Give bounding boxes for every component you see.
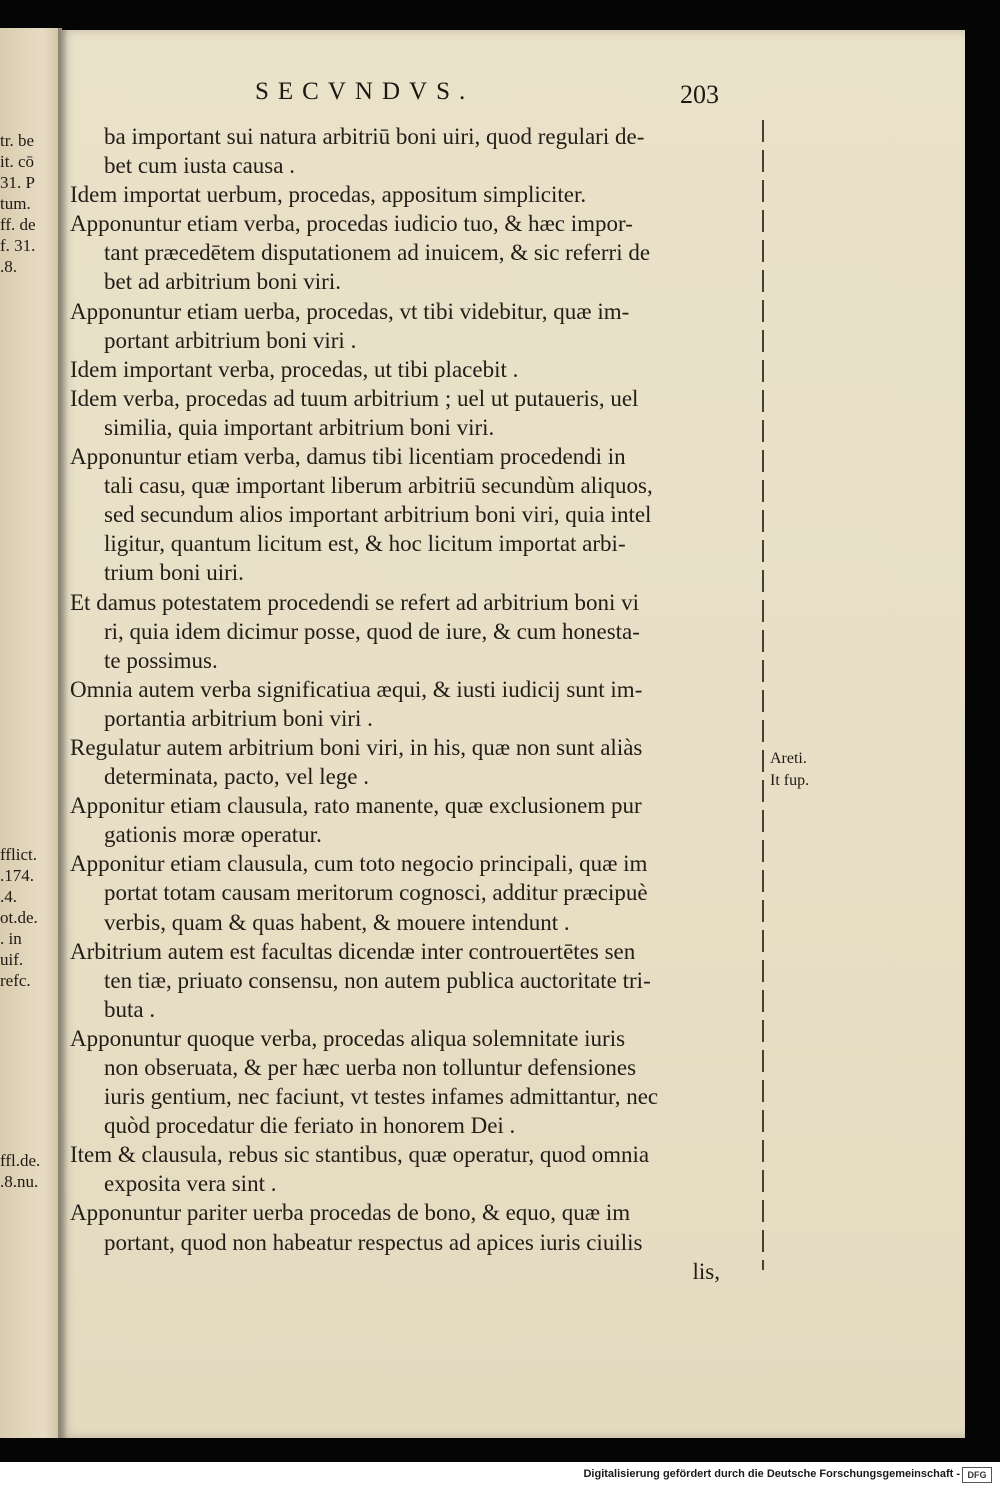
text-line: buta . bbox=[104, 996, 156, 1022]
margin-note bbox=[0, 781, 58, 802]
margin-note bbox=[0, 760, 58, 781]
text-line: portant arbitrium boni viri . bbox=[104, 327, 357, 353]
text-line: Apponuntur etiam verba, damus tibi licentiam procedendi in bbox=[70, 444, 626, 470]
margin-note: .174. bbox=[0, 866, 34, 885]
margin-note bbox=[0, 571, 58, 592]
margin-note: tr. be bbox=[0, 131, 34, 150]
margin-note bbox=[0, 508, 58, 529]
margin-note: 31. P bbox=[0, 173, 35, 192]
text-line: sed secundum alios important arbitrium boni viri, quia intel bbox=[104, 502, 652, 528]
margin-note bbox=[0, 403, 58, 424]
margin-note bbox=[0, 445, 58, 466]
margin-note bbox=[0, 361, 58, 382]
text-line: lis, bbox=[692, 1258, 720, 1284]
text-line: iuris gentium, nec faciunt, vt testes infames admittantur, nec bbox=[104, 1084, 659, 1110]
margin-note bbox=[0, 802, 58, 823]
margin-note bbox=[0, 340, 58, 361]
text-line: Arbitrium autem est facultas dicendæ inter controuertētes sen bbox=[70, 938, 636, 964]
page-number: 203 bbox=[680, 80, 719, 109]
text-line: Idem important verba, procedas, ut tibi placebit . bbox=[70, 356, 519, 382]
text-line: tali casu, quæ important liberum arbitriū secundùm aliquos, bbox=[104, 473, 653, 499]
margin-note: f. 31. bbox=[0, 236, 36, 255]
text-line: gationis moræ operatur. bbox=[104, 822, 322, 848]
margin-note bbox=[0, 634, 58, 655]
margin-note bbox=[0, 655, 58, 676]
text-line: quòd procedatur die feriato in honorem Dei . bbox=[104, 1113, 516, 1139]
margin-note bbox=[0, 487, 58, 508]
margin-note: ffl.de. bbox=[0, 1151, 41, 1170]
running-header: SECVNDVS. bbox=[255, 78, 475, 105]
margin-note bbox=[0, 466, 58, 487]
margin-note: it. cō bbox=[0, 152, 34, 171]
margin-note: .8.nu. bbox=[0, 1172, 39, 1191]
margin-note: ff. de bbox=[0, 215, 36, 234]
text-line: Item & clausula, rebus sic stantibus, quæ operatur, quod omnia bbox=[70, 1142, 650, 1168]
margin-note: It fup. bbox=[770, 772, 810, 789]
text-line: Omnia autem verba significatiua æqui, & iusti iudicij sunt im- bbox=[70, 676, 643, 702]
text-line: Apponuntur quoque verba, procedas aliqua solemnitate iuris bbox=[70, 1025, 626, 1051]
margin-note bbox=[0, 277, 58, 298]
margin-note: Areti. bbox=[770, 750, 807, 767]
text-line: te possimus. bbox=[104, 647, 218, 673]
text-line: ba important sui natura arbitriū boni uiri, quod regulari de- bbox=[104, 124, 645, 149]
text-line: trium boni uiri. bbox=[104, 560, 244, 586]
text-line: Idem importat uerbum, procedas, appositum simpliciter. bbox=[70, 182, 587, 208]
margin-note: . in bbox=[0, 929, 22, 948]
text-line: bet ad arbitrium boni viri. bbox=[104, 269, 341, 295]
text-line: Apponitur etiam clausula, cum toto negocio principali, quæ im bbox=[70, 851, 648, 877]
margin-note: fflict. bbox=[0, 845, 37, 864]
right-margin-notes bbox=[770, 748, 809, 792]
left-margin-notes-lower bbox=[0, 1150, 58, 1192]
text-line: ligitur, quantum licitum est, & hoc licitum importat arbi- bbox=[104, 531, 626, 557]
text-line: similia, quia important arbitrium boni viri. bbox=[104, 414, 495, 440]
margin-note bbox=[0, 529, 58, 550]
text-line: portant, quod non habeatur respectus ad apices iuris ciuilis bbox=[104, 1229, 643, 1255]
margin-note bbox=[0, 592, 58, 613]
text-line: tant præcedētem disputationem ad inuicem, & sic referri de bbox=[104, 240, 651, 266]
text-line: portantia arbitrium boni viri . bbox=[104, 705, 373, 731]
margin-note bbox=[0, 298, 58, 319]
text-line: ten tiæ, priuato consensu, non autem publica auctoritate tri- bbox=[104, 967, 651, 993]
text-line: Regulatur autem arbitrium boni viri, in his, quæ non sunt aliàs bbox=[70, 734, 643, 760]
margin-note: refc. bbox=[0, 971, 31, 990]
margin-note: .4. bbox=[0, 887, 17, 906]
margin-note: tum. bbox=[0, 194, 31, 213]
text-line: Idem verba, procedas ad tuum arbitrium ; uel ut putaueris, uel bbox=[70, 385, 639, 411]
margin-note: uif. bbox=[0, 950, 24, 969]
text-line: Apponitur etiam clausula, rato manente, quæ exclusionem pur bbox=[70, 793, 642, 819]
text-line: exposita vera sint . bbox=[104, 1171, 277, 1197]
margin-note bbox=[0, 319, 58, 340]
margin-note bbox=[0, 739, 58, 760]
text-line: Apponuntur pariter uerba procedas de bono, & equo, quæ im bbox=[70, 1200, 631, 1226]
text-line: Apponuntur etiam verba, procedas iudicio tuo, & hæc impor- bbox=[70, 211, 633, 237]
body-text bbox=[64, 122, 764, 1286]
text-line: portat totam causam meritorum cognosci, additur præcipuè bbox=[104, 880, 648, 906]
text-line: determinata, pacto, vel lege . bbox=[104, 764, 370, 790]
margin-note: .8. bbox=[0, 257, 17, 276]
margin-note bbox=[0, 613, 58, 634]
text-line: verbis, quam & quas habent, & mouere intendunt . bbox=[104, 909, 570, 935]
margin-note bbox=[0, 676, 58, 697]
margin-note bbox=[0, 382, 58, 403]
margin-note bbox=[0, 550, 58, 571]
margin-note bbox=[0, 424, 58, 445]
text-line: Apponuntur etiam uerba, procedas, vt tibi videbitur, quæ im- bbox=[70, 298, 630, 324]
margin-note: ot.de. bbox=[0, 908, 38, 927]
footer-credit: Digitalisierung gefördert durch die Deutsche Forschungsgemeinschaft - bbox=[583, 1468, 960, 1480]
text-line: non obseruata, & per hæc uerba non tolluntur defensiones bbox=[104, 1055, 637, 1080]
margin-note bbox=[0, 718, 58, 739]
margin-note bbox=[0, 823, 58, 844]
text-line: Et damus potestatem procedendi se refert ad arbitrium boni vi bbox=[70, 589, 640, 615]
dfg-logo: DFG bbox=[962, 1467, 992, 1483]
margin-note bbox=[0, 697, 58, 718]
left-margin-notes bbox=[0, 130, 58, 991]
text-line: bet cum iusta causa . bbox=[104, 153, 295, 179]
text-line: ri, quia idem dicimur posse, quod de iure, & cum honesta- bbox=[104, 618, 640, 644]
